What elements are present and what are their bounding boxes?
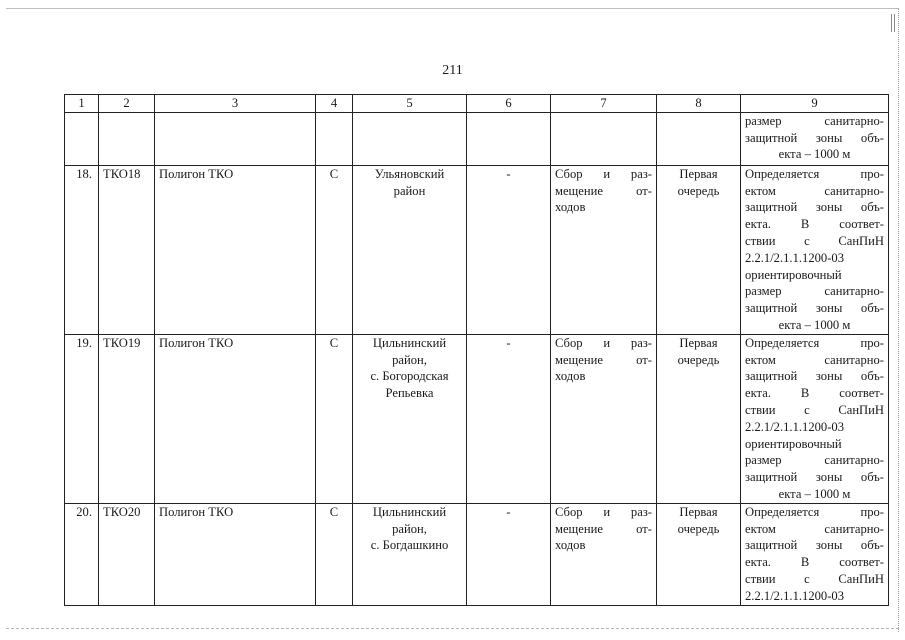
objects-table [64,94,889,606]
continuation-row [65,112,889,165]
object-name: Полигон ТКО [155,503,316,605]
note-line: Определяется про- [745,504,884,519]
row-number: 19. [65,334,99,503]
page-bottom-edge [6,628,899,629]
note-line: екта. В соответ- [745,555,884,570]
stage-line: Первая [679,166,718,181]
table-row [65,165,889,334]
note-line: ектом санитарно- [745,521,884,536]
purpose-line: Сбор и раз- [555,504,652,519]
note-line: защитной зоны объ- [745,369,884,384]
purpose-line: мещение от- [555,183,652,198]
purpose-line: ходов [555,538,586,553]
object-status: С [316,503,353,605]
object-location [353,165,467,334]
column-header: 7 [551,95,657,113]
note-line: екта – 1000 м [778,147,851,162]
column-header: 5 [353,95,467,113]
note-line: ориентировочный [745,436,842,451]
dash-cell: - [467,503,551,605]
note-line: екта. В соответ- [745,386,884,401]
note-line: размер санитарно- [745,453,884,468]
table-cell [551,112,657,165]
location-line: район, [392,352,427,367]
object-name: Полигон ТКО [155,334,316,503]
purpose-line: ходов [555,369,586,384]
column-header: 9 [741,95,889,113]
column-header: 3 [155,95,316,113]
object-location [353,503,467,605]
location-line: с. Богородская [370,369,449,384]
location-line: район, [392,521,427,536]
dash-cell: - [467,165,551,334]
purpose-line: Сбор и раз- [555,335,652,350]
note-cell [741,165,889,334]
table-cell [65,112,99,165]
object-location [353,334,467,503]
note-line: защитной зоны объ- [745,200,884,215]
note-line: екта – 1000 м [778,486,851,501]
note-cell [741,334,889,503]
object-status: С [316,165,353,334]
row-number: 18. [65,165,99,334]
column-header: 8 [657,95,741,113]
table-cell [316,112,353,165]
row-number: 20. [65,503,99,605]
note-line: ствии с СанПиН [745,402,884,417]
table-row [65,334,889,503]
table-cell [353,112,467,165]
location-line: Цильнинский [372,335,447,350]
location-line: Репьевка [385,386,434,401]
object-name: Полигон ТКО [155,165,316,334]
note-line: защитной зоны объ- [745,538,884,553]
location-line: с. Богдашкино [370,538,449,553]
location-line: Цильнинский [372,504,447,519]
object-purpose [551,334,657,503]
object-code: ТКО20 [99,503,155,605]
note-cell [741,503,889,605]
note-line: 2.2.1/2.1.1.1200-03 [745,250,844,265]
stage-line: Первая [679,335,718,350]
note-line: екта. В соответ- [745,217,884,232]
note-line: Определяется про- [745,166,884,181]
note-line: ектом санитарно- [745,352,884,367]
note-line: размер санитарно- [745,113,884,128]
stage-line: Первая [679,504,718,519]
stage-line: очередь [677,352,720,367]
page-number: 211 [442,63,463,78]
object-code: ТКО18 [99,165,155,334]
column-header: 2 [99,95,155,113]
note-line: ствии с СанПиН [745,571,884,586]
table-cell [467,112,551,165]
column-number-row [65,95,889,113]
purpose-line: ходов [555,200,586,215]
object-stage [657,334,741,503]
object-stage [657,503,741,605]
table-cell [99,112,155,165]
purpose-line: мещение от- [555,521,652,536]
purpose-line: мещение от- [555,352,652,367]
note-line: 2.2.1/2.1.1.1200-03 [745,588,844,603]
table-row [65,503,889,605]
note-line: Определяется про- [745,335,884,350]
object-code: ТКО19 [99,334,155,503]
note-line: 2.2.1/2.1.1.1200-03 [745,419,844,434]
note-line: защитной зоны объ- [745,130,884,145]
table-cell [657,112,741,165]
stage-line: очередь [677,521,720,536]
location-line: район [393,183,426,198]
table-cell [155,112,316,165]
note-line: ориентировочный [745,267,842,282]
dash-cell: - [467,334,551,503]
stage-line: очередь [677,183,720,198]
note-line: защитной зоны объ- [745,301,884,316]
object-purpose [551,503,657,605]
object-stage [657,165,741,334]
note-line: ектом санитарно- [745,183,884,198]
note-line: ствии с СанПиН [745,233,884,248]
location-line: Ульяновский [374,166,445,181]
note-line: екта – 1000 м [778,317,851,332]
object-status: С [316,334,353,503]
column-header: 6 [467,95,551,113]
object-purpose [551,165,657,334]
column-header: 1 [65,95,99,113]
column-header: 4 [316,95,353,113]
corner-mark [891,14,895,32]
purpose-line: Сбор и раз- [555,166,652,181]
note-line: размер санитарно- [745,284,884,299]
note-cell [741,112,889,165]
note-line: защитной зоны объ- [745,470,884,485]
